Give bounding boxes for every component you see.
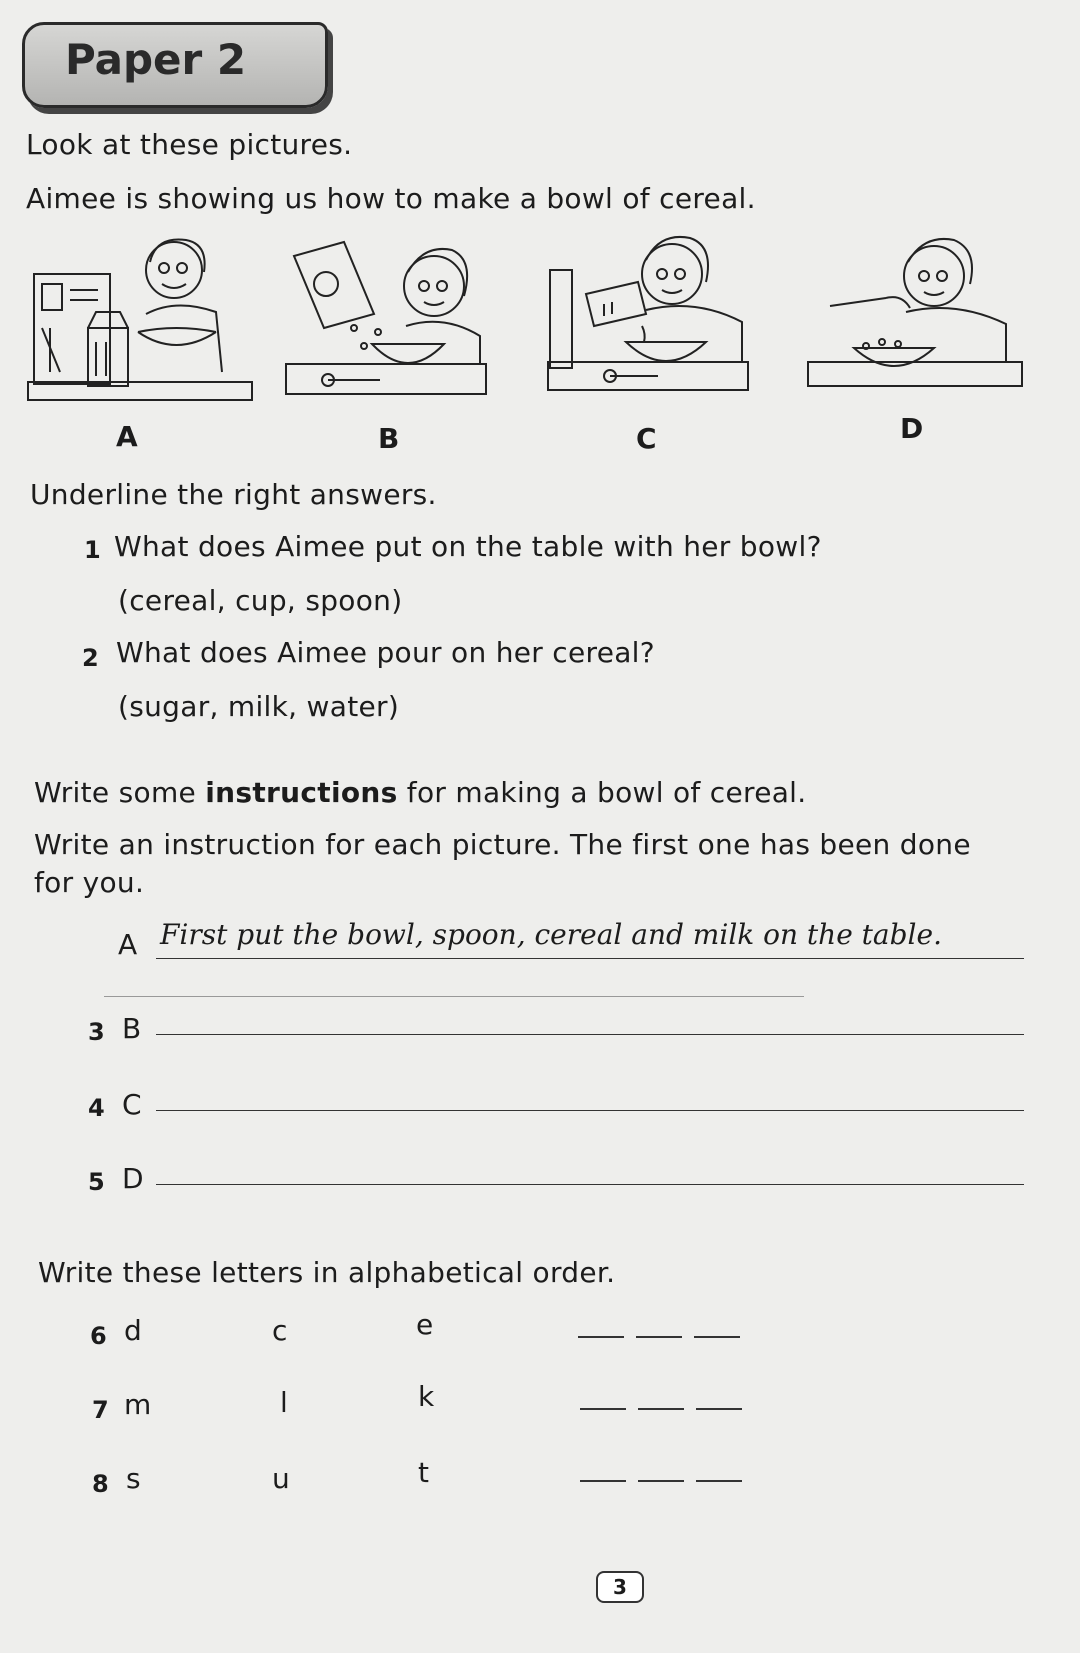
question-6-blank-1[interactable] <box>578 1334 624 1338</box>
question-6-letter-3: e <box>416 1308 434 1341</box>
question-2-number: 2 <box>82 644 99 672</box>
intro-line-2: Aimee is showing us how to make a bowl of cereal. <box>26 182 756 215</box>
question-1-number: 1 <box>84 536 101 564</box>
instructions-subheading-2: for you. <box>34 866 145 899</box>
instructions-heading-pre: Write some <box>34 776 206 809</box>
instructions-heading-post: for making a bowl of cereal. <box>397 776 807 809</box>
question-3-number: 3 <box>88 1018 105 1046</box>
question-7-letter-2: l <box>280 1386 289 1419</box>
question-3-answer-line[interactable] <box>156 1034 1024 1035</box>
intro-line-1: Look at these pictures. <box>26 128 353 161</box>
example-extra-line <box>104 996 804 997</box>
picture-b <box>284 236 492 401</box>
question-7-blank-2[interactable] <box>638 1406 684 1410</box>
picture-c-label: C <box>636 422 657 455</box>
question-7-letter-1: m <box>124 1388 152 1421</box>
question-8-blank-1[interactable] <box>580 1478 626 1482</box>
question-6-blank-3[interactable] <box>694 1334 740 1338</box>
question-8-letter-2: u <box>272 1462 291 1495</box>
page-number: 3 <box>596 1571 644 1603</box>
question-5-answer-line[interactable] <box>156 1184 1024 1185</box>
question-7-blank-3[interactable] <box>696 1406 742 1410</box>
question-6-number: 6 <box>90 1322 107 1350</box>
question-7-blank-1[interactable] <box>580 1406 626 1410</box>
question-8-letter-1: s <box>126 1462 141 1495</box>
question-8-blank-2[interactable] <box>638 1478 684 1482</box>
question-4-number: 4 <box>88 1094 105 1122</box>
question-4-answer-line[interactable] <box>156 1110 1024 1111</box>
question-8-number: 8 <box>92 1470 109 1498</box>
instructions-subheading-1: Write an instruction for each picture. The first one has been done <box>34 828 971 861</box>
picture-b-label: B <box>378 422 400 455</box>
instructions-heading-bold: instructions <box>205 776 398 809</box>
picture-d <box>806 228 1024 393</box>
question-2-text: What does Aimee pour on her cereal? <box>116 636 655 669</box>
question-8-letter-3: t <box>418 1456 430 1489</box>
question-5-letter: D <box>122 1162 144 1195</box>
question-7-letter-3: k <box>418 1380 435 1413</box>
question-1-text: What does Aimee put on the table with her bowl? <box>114 530 822 563</box>
example-answer-line <box>156 958 1024 959</box>
question-6-blank-2[interactable] <box>636 1334 682 1338</box>
question-7-number: 7 <box>92 1396 109 1424</box>
underline-heading: Underline the right answers. <box>30 478 437 511</box>
question-1-options[interactable]: (cereal, cup, spoon) <box>118 584 403 617</box>
paper-title: Paper 2 <box>65 35 247 84</box>
picture-a <box>26 232 266 407</box>
question-6-letter-1: d <box>124 1314 143 1347</box>
picture-c <box>546 230 752 395</box>
alphabet-heading: Write these letters in alphabetical order. <box>38 1256 616 1289</box>
question-8-blank-3[interactable] <box>696 1478 742 1482</box>
example-answer: First put the bowl, spoon, cereal and milk on the table. <box>160 918 942 951</box>
paper-title-badge <box>22 22 328 108</box>
question-5-number: 5 <box>88 1168 105 1196</box>
question-6-letter-2: c <box>272 1314 288 1347</box>
question-2-options[interactable]: (sugar, milk, water) <box>118 690 400 723</box>
question-3-letter: B <box>122 1012 142 1045</box>
picture-a-label: A <box>116 420 138 453</box>
question-4-letter: C <box>122 1088 142 1121</box>
picture-d-label: D <box>900 412 924 445</box>
instructions-heading <box>34 776 806 809</box>
example-label: A <box>118 928 138 961</box>
